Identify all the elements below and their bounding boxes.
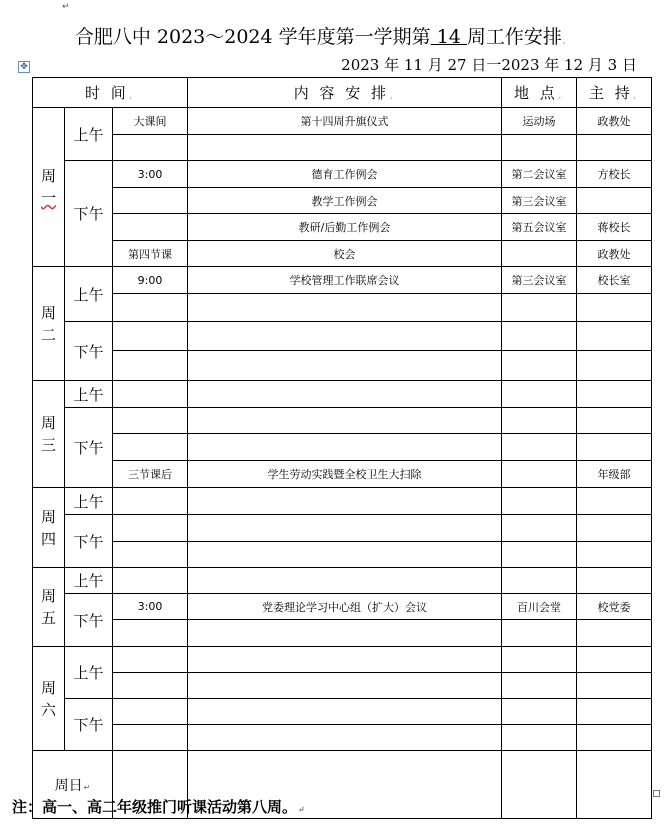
schedule-table-wrapper (32, 77, 652, 819)
host-cell (577, 322, 652, 351)
host-cell (577, 751, 652, 819)
content-cell (188, 135, 502, 161)
place-cell (502, 751, 577, 819)
content-cell (188, 568, 502, 594)
table-row (33, 620, 652, 647)
title-prefix: 合肥八中 2023～2024 学年度第一学期第 (74, 26, 431, 48)
table-row (33, 568, 652, 594)
table-row (33, 515, 652, 542)
time-cell (113, 515, 188, 542)
period-am: 上午 (65, 488, 113, 515)
host-cell (577, 188, 652, 214)
place-cell (502, 294, 577, 322)
host-cell (577, 381, 652, 408)
table-row (33, 267, 652, 294)
host-cell (577, 515, 652, 542)
host-cell: 政教处 (577, 108, 652, 135)
table-row (33, 108, 652, 135)
place-cell (502, 351, 577, 381)
place-cell (502, 434, 577, 461)
period-pm: 下午 (65, 408, 113, 488)
time-cell (113, 568, 188, 594)
content-cell (188, 488, 502, 515)
day-tuesday: 周 二 (33, 267, 65, 381)
content-cell: 教学工作例会 (188, 188, 502, 214)
host-cell: 政教处 (577, 241, 652, 267)
paragraph-mark: ↵ (62, 2, 70, 12)
place-cell: 百川会堂 (502, 594, 577, 620)
host-cell: 蒋校长 (577, 214, 652, 241)
time-cell (113, 135, 188, 161)
table-row (33, 322, 652, 351)
content-cell: 第十四周升旗仪式 (188, 108, 502, 135)
time-cell (113, 294, 188, 322)
table-row (33, 434, 652, 461)
host-cell (577, 673, 652, 699)
period-am: 上午 (65, 108, 113, 161)
place-cell: 第三会议室 (502, 267, 577, 294)
title-week-number: 14 (430, 26, 467, 48)
day-sunday: 周日↵ (33, 751, 113, 819)
day-wednesday: 周 三 (33, 381, 65, 488)
content-cell (188, 408, 502, 434)
period-am: 上午 (65, 381, 113, 408)
table-move-handle-icon[interactable]: ✥ (18, 61, 30, 73)
content-cell (188, 673, 502, 699)
content-cell: 教研/后勤工作例会 (188, 214, 502, 241)
place-cell (502, 461, 577, 488)
host-cell (577, 408, 652, 434)
time-cell (113, 322, 188, 351)
header-host: 主 持ˌ (577, 78, 652, 108)
table-row (33, 294, 652, 322)
schedule-table (32, 77, 652, 819)
header-row (33, 78, 652, 108)
place-cell (502, 381, 577, 408)
place-cell (502, 135, 577, 161)
host-cell: 校党委 (577, 594, 652, 620)
table-row (33, 673, 652, 699)
table-row (33, 135, 652, 161)
header-time: 时 间ˌ (33, 78, 188, 108)
content-cell (188, 542, 502, 568)
host-cell (577, 699, 652, 725)
content-cell: 党委理论学习中心组（扩大）会议 (188, 594, 502, 620)
table-row (33, 408, 652, 434)
time-cell (113, 647, 188, 673)
host-cell: 年级部 (577, 461, 652, 488)
time-cell (113, 488, 188, 515)
time-cell (113, 725, 188, 751)
host-cell (577, 351, 652, 381)
time-cell: 9:00 (113, 267, 188, 294)
time-cell (113, 351, 188, 381)
content-cell: 学校管理工作联席会议 (188, 267, 502, 294)
host-cell (577, 488, 652, 515)
content-cell (188, 725, 502, 751)
period-am: 上午 (65, 647, 113, 699)
table-row (33, 214, 652, 241)
content-cell (188, 515, 502, 542)
place-cell: 第五会议室 (502, 214, 577, 241)
table-row (33, 188, 652, 214)
time-cell (113, 188, 188, 214)
place-cell (502, 515, 577, 542)
host-cell (577, 647, 652, 673)
table-row (33, 647, 652, 673)
day-thursday: 周 四 (33, 488, 65, 568)
content-cell (188, 699, 502, 725)
table-row (33, 381, 652, 408)
host-cell (577, 434, 652, 461)
period-pm: 下午 (65, 594, 113, 647)
content-cell (188, 434, 502, 461)
time-cell (113, 434, 188, 461)
host-cell (577, 725, 652, 751)
place-cell (502, 241, 577, 267)
time-cell (113, 620, 188, 647)
content-cell (188, 294, 502, 322)
period-pm: 下午 (65, 699, 113, 751)
place-cell (502, 647, 577, 673)
content-cell (188, 620, 502, 647)
header-content: 内 容 安 排ˌ (188, 78, 502, 108)
place-cell (502, 408, 577, 434)
place-cell (502, 568, 577, 594)
table-row (33, 461, 652, 488)
period-pm: 下午 (65, 161, 113, 267)
header-place: 地 点ˌ (502, 78, 577, 108)
host-cell (577, 568, 652, 594)
content-cell: 校会 (188, 241, 502, 267)
time-cell: 大课间 (113, 108, 188, 135)
period-am: 上午 (65, 267, 113, 322)
host-cell (577, 135, 652, 161)
time-cell (113, 699, 188, 725)
place-cell: 第二会议室 (502, 161, 577, 188)
time-cell: 3:00 (113, 161, 188, 188)
table-row (33, 725, 652, 751)
time-cell: 三节课后 (113, 461, 188, 488)
time-cell (113, 542, 188, 568)
table-row (33, 594, 652, 620)
date-range: 2023 年 11 月 27 日一2023 年 12 月 3 日 (341, 56, 637, 74)
host-cell (577, 620, 652, 647)
place-cell (502, 620, 577, 647)
day-saturday: 周 六 (33, 647, 65, 751)
table-row (33, 161, 652, 188)
day-monday: 周 一 (33, 108, 65, 267)
host-cell: 方校长 (577, 161, 652, 188)
time-cell (113, 381, 188, 408)
host-cell (577, 294, 652, 322)
time-cell (113, 673, 188, 699)
place-cell: 运动场 (502, 108, 577, 135)
period-am: 上午 (65, 568, 113, 594)
footnote: 注：高一、高二年级推门听课活动第八周。↵ (12, 798, 305, 816)
place-cell (502, 542, 577, 568)
table-row (33, 351, 652, 381)
table-row (33, 488, 652, 515)
title-mark: ˌ (562, 36, 566, 45)
table-resize-handle[interactable] (653, 790, 660, 797)
table-row (33, 542, 652, 568)
place-cell (502, 322, 577, 351)
table-row (33, 241, 652, 267)
content-cell (188, 351, 502, 381)
content-cell (188, 322, 502, 351)
content-cell (188, 381, 502, 408)
place-cell (502, 488, 577, 515)
day-friday: 周 五 (33, 568, 65, 647)
period-pm: 下午 (65, 322, 113, 381)
time-cell: 第四节课 (113, 241, 188, 267)
place-cell: 第三会议室 (502, 188, 577, 214)
content-cell (188, 647, 502, 673)
content-cell: 学生劳动实践暨全校卫生大扫除 (188, 461, 502, 488)
time-cell (113, 214, 188, 241)
place-cell (502, 699, 577, 725)
content-cell: 德育工作例会 (188, 161, 502, 188)
place-cell (502, 673, 577, 699)
time-cell (113, 408, 188, 434)
page-title (0, 22, 640, 49)
table-row (33, 699, 652, 725)
time-cell: 3:00 (113, 594, 188, 620)
place-cell (502, 725, 577, 751)
host-cell: 校长室 (577, 267, 652, 294)
title-suffix: 周工作安排 (466, 26, 562, 48)
period-pm: 下午 (65, 515, 113, 568)
host-cell (577, 542, 652, 568)
